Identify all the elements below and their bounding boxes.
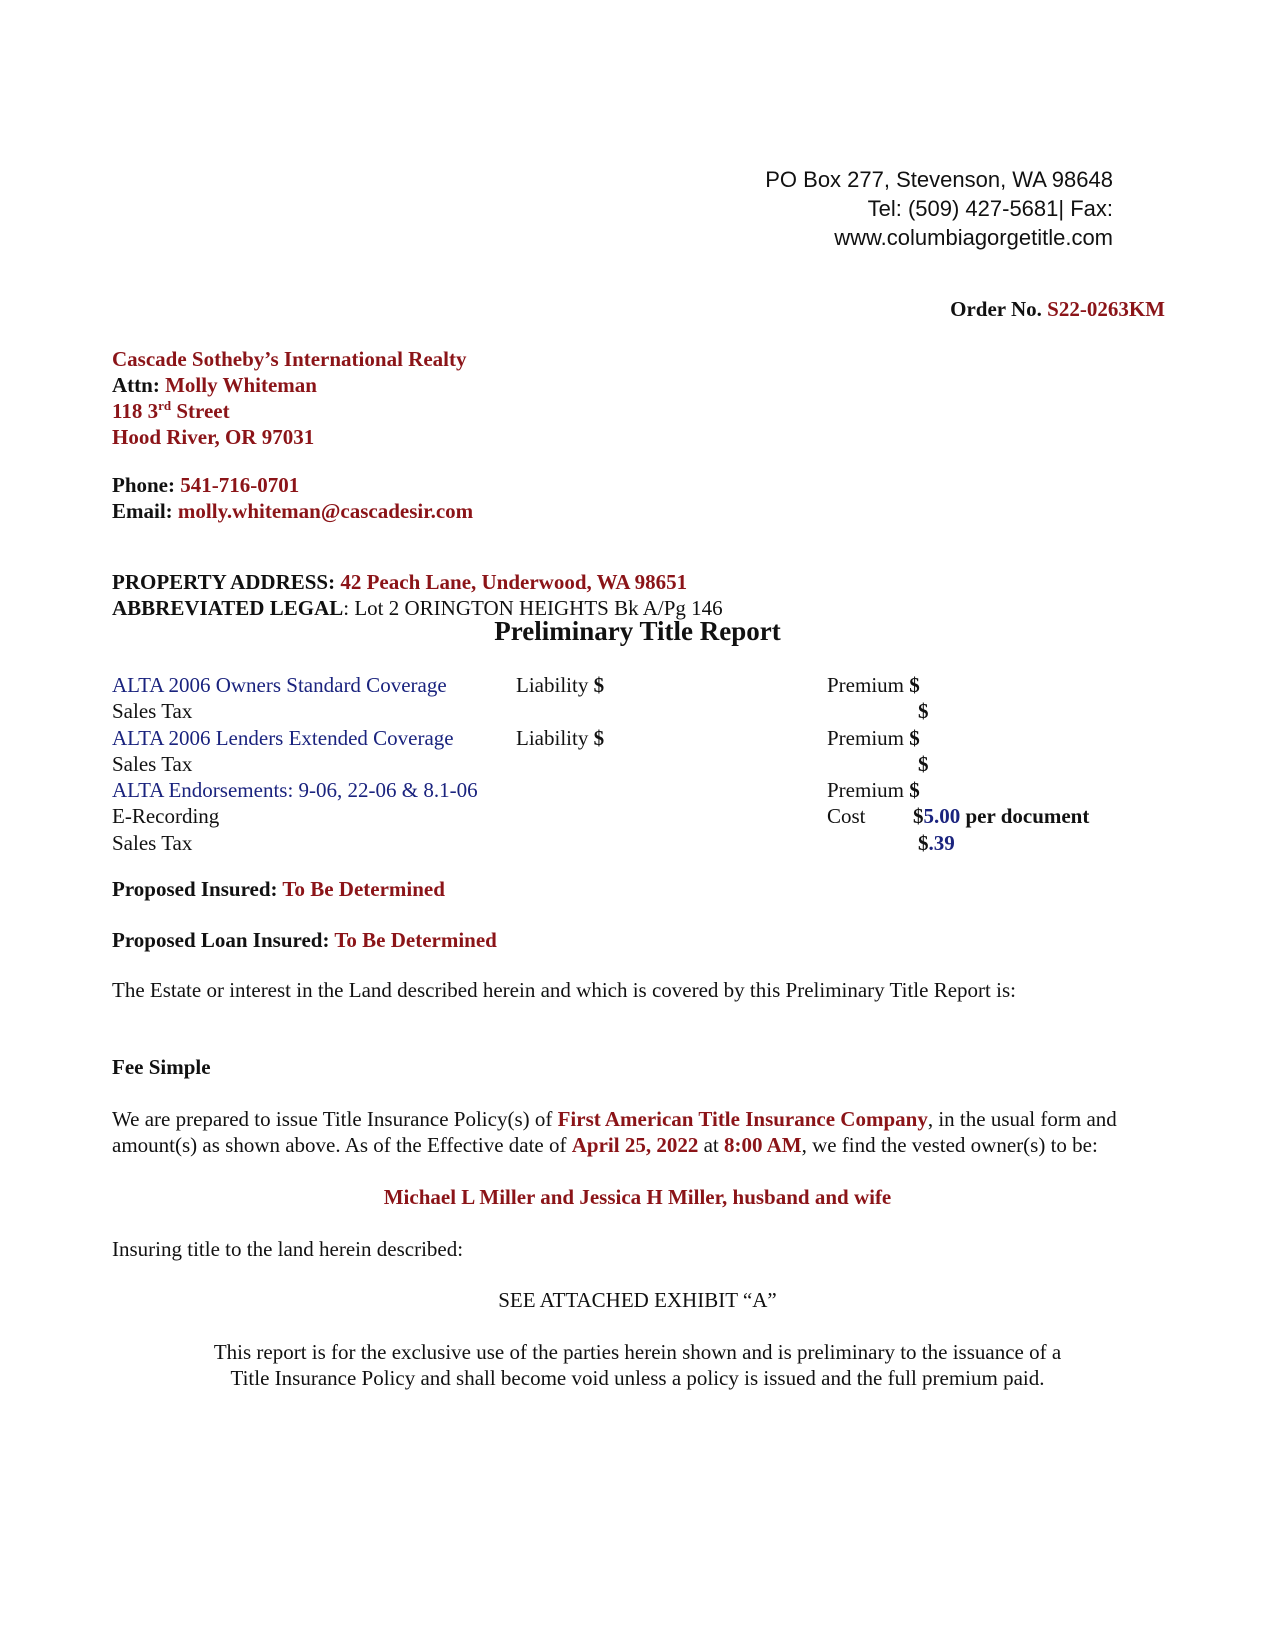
sales-tax-label: Sales Tax (112, 751, 193, 776)
exhibit-reference: SEE ATTACHED EXHIBIT “A” (498, 1288, 777, 1312)
disclaimer-line-2: Title Insurance Policy and shall become void unless a policy is issued and the full premium paid. (230, 1366, 1045, 1390)
vested-owners: Michael L Miller and Jessica H Miller, husband and wife (383, 1185, 892, 1209)
estate-statement: The Estate or interest in the Land described herein and which is covered by this Preliminary Title Report is: (112, 978, 1016, 1002)
recipient-attn-name: Molly Whiteman (165, 373, 317, 397)
endorsements-label: ALTA Endorsements: 9-06, 22-06 & 8.1-06 (112, 778, 478, 803)
effective-date: April 25, 2022 (571, 1133, 699, 1157)
coverage-row (112, 777, 1172, 803)
recipient-street: 118 3rd Street (112, 398, 230, 423)
liability-label: Liability $ (516, 725, 605, 750)
effective-time: 8:00 AM (723, 1133, 802, 1157)
report-title: Preliminary Title Report (494, 616, 781, 646)
coverage-row (112, 830, 1172, 856)
erecording-tax: $.39 (918, 830, 955, 855)
sales-tax-amount: $ (918, 751, 929, 776)
coverage-row (112, 803, 1172, 829)
policy-statement: We are prepared to issue Title Insurance Policy(s) of First American Title Insurance Company, in the usual form and amount(s) as shown above. As of the Effective date of April 25, 2022 at 8:00 AM, we find the vested owner(s) to be: (112, 1107, 1117, 1157)
proposed-insured: Proposed Insured: To Be Determined (112, 877, 445, 901)
coverage-row (112, 725, 1172, 751)
recipient-attn: Attn: Molly Whiteman (112, 373, 317, 397)
sales-tax-amount: $ (918, 699, 929, 724)
owners-coverage-label: ALTA 2006 Owners Standard Coverage (112, 673, 447, 697)
recipient-contact (112, 472, 473, 524)
erecording-cost: $5.00 per document (913, 804, 1090, 829)
liability-label: Liability $ (516, 673, 605, 697)
premium-label: Premium $ (827, 725, 920, 750)
coverage-row (112, 672, 1172, 698)
sales-tax-label: Sales Tax (112, 830, 193, 855)
company-contact-header (765, 165, 1113, 252)
premium-label: Premium $ (827, 673, 920, 697)
recipient-phone: Phone: 541-716-0701 (112, 473, 300, 497)
proposed-loan-insured: Proposed Loan Insured: To Be Determined (112, 928, 497, 952)
order-value: S22-0263KM (1047, 297, 1165, 321)
coverage-table (112, 672, 1172, 856)
lenders-coverage-label: ALTA 2006 Lenders Extended Coverage (112, 725, 454, 750)
property-address: PROPERTY ADDRESS: 42 Peach Lane, Underwood, WA 98651 (112, 570, 688, 594)
coverage-row (112, 751, 1172, 777)
company-address: PO Box 277, Stevenson, WA 98648 (765, 167, 1113, 192)
company-tel-fax: Tel: (509) 427-5681| Fax: (867, 196, 1113, 221)
erecording-label: E-Recording (112, 804, 220, 829)
recipient-company: Cascade Sotheby’s International Realty (112, 347, 467, 371)
order-number (950, 297, 1165, 322)
order-label: Order No. (950, 297, 1048, 321)
cost-label: Cost (827, 804, 866, 829)
abbreviated-legal: ABBREVIATED LEGAL: Lot 2 ORINGTON HEIGHTS Bk A/Pg 146 (112, 596, 723, 620)
recipient-email-value: molly.whiteman@cascadesir.com (177, 499, 474, 523)
recipient-block (112, 346, 466, 450)
recipient-city: Hood River, OR 97031 (112, 425, 315, 449)
property-address-value: 42 Peach Lane, Underwood, WA 98651 (340, 570, 688, 594)
coverage-row (112, 698, 1172, 724)
proposed-loan-insured-value: To Be Determined (334, 928, 497, 952)
recipient-email: Email: molly.whiteman@cascadesir.com (112, 499, 474, 523)
estate-type: Fee Simple (112, 1055, 211, 1079)
premium-label: Premium $ (827, 778, 920, 803)
insuring-statement: Insuring title to the land herein described: (112, 1237, 464, 1261)
sales-tax-label: Sales Tax (112, 699, 193, 724)
recipient-phone-value: 541-716-0701 (180, 473, 300, 497)
property-block (112, 569, 723, 621)
company-website: www.columbiagorgetitle.com (834, 225, 1113, 250)
disclaimer-line-1: This report is for the exclusive use of the parties herein shown and is preliminary to the issuance of a (213, 1340, 1062, 1364)
proposed-insured-value: To Be Determined (282, 877, 445, 901)
insurer-name: First American Title Insurance Company (557, 1107, 928, 1131)
abbreviated-legal-value: : Lot 2 ORINGTON HEIGHTS Bk A/Pg 146 (343, 596, 723, 620)
